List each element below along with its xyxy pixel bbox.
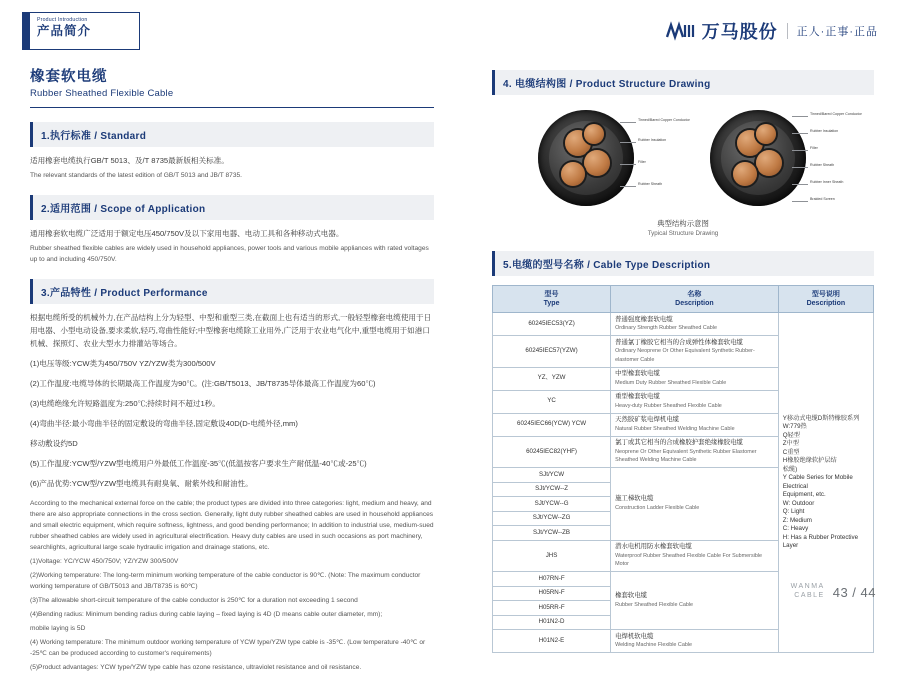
scope-en: Rubber sheathed flexible cables are widely used in household appliances, power tools and various mobile appliances with rated voltages up to and including 450/750V. bbox=[30, 245, 429, 263]
desc-cn: 普通强度橡套软电缆 bbox=[615, 315, 673, 323]
note-line: Q轻型 bbox=[782, 431, 800, 439]
desc-cn: 中型橡套软电缆 bbox=[615, 370, 660, 377]
desc-en: Neoprene Or Other Equivalent Synthetic Rubber Elastomer Sheathed Welding Machine Cable bbox=[615, 448, 757, 463]
cell-description bbox=[611, 436, 779, 468]
desc-cn: 氯丁或其它相当的合成橡胶护套绝缘橡胶电缆 bbox=[615, 439, 743, 446]
desc-cn: 潜水电机用防水橡套软电缆 bbox=[615, 543, 692, 550]
drawing-leader-line bbox=[792, 133, 808, 134]
conductor-core-icon bbox=[584, 124, 604, 144]
performance-en-5: mobile laying is 5D bbox=[30, 625, 86, 632]
conductor-core-icon bbox=[733, 162, 757, 186]
drawing-label: Rubber Sheath bbox=[638, 182, 663, 186]
performance-en-0: According to the mechanical external force on the cable; the product types are divided into three categories: light, medium and heavy, and there are also appropriate connections in the cross section. Generally, light duty rubber sheathed cables are used in household appliances and small electric equipment, which require softness, lightness, and good bending performance; In addition to industrial use, medium-sued rubber sheathed cables are widely used in agricultural electrification. Heavy duty cables are used in such occasions as port machinery, searchlights, agricultural large scale hydraulic irrigation and drainage stations, etc. bbox=[30, 500, 434, 551]
note-line: Equipment, etc. bbox=[782, 491, 826, 498]
cell-type: H05RR-F bbox=[493, 601, 611, 616]
table-header-row bbox=[493, 286, 874, 313]
drawing-label: Rubber Insulation bbox=[638, 138, 667, 142]
drawing-leader-line bbox=[620, 122, 636, 123]
section-body-performance-en bbox=[30, 498, 434, 673]
drawing-label: Filler bbox=[638, 160, 646, 164]
performance-cn-3: (3)电缆绝缘允许短路温度为:250℃;持续时间不超过1秒。 bbox=[30, 399, 220, 408]
note-line: Z: Medium bbox=[782, 516, 812, 524]
desc-en: Heavy-duty Rubber Sheathed Flexible Cable bbox=[615, 402, 722, 409]
cell-description bbox=[611, 468, 779, 541]
desc-en: Ordinary Neoprene Or Other Equivalent Synthetic Rubber-elastomer Cable bbox=[615, 348, 755, 363]
desc-en: Ordinary Strength Rubber Sheathed Cable bbox=[615, 325, 717, 331]
table-body bbox=[493, 313, 874, 653]
cell-type: YZ、YZW bbox=[493, 367, 611, 390]
col-header-note-cn: 型号说明 bbox=[811, 291, 840, 298]
section-heading-standard: 1.执行标准 / Standard bbox=[30, 122, 434, 147]
desc-en: Welding Machine Flexible Cable bbox=[615, 642, 693, 648]
page-title bbox=[30, 68, 434, 108]
brand-lockup bbox=[666, 18, 878, 44]
col-header-type bbox=[493, 286, 611, 313]
section-body-performance-cn bbox=[30, 311, 434, 490]
page-title-cn: 橡套软电缆 bbox=[30, 69, 108, 85]
col-header-name-en: Description bbox=[675, 300, 714, 307]
performance-cn-4: (4)弯曲半径:最小弯曲半径的固定敷设的弯曲半径,固定敷设40D(D-电缆外径,mm) bbox=[30, 419, 298, 428]
drawing-label: Rubber Sheath bbox=[810, 163, 835, 167]
cell-description bbox=[611, 313, 779, 336]
note-line: Y Cable Series for Mobile Electrical bbox=[782, 474, 853, 490]
drawing-leader-line bbox=[792, 116, 808, 117]
performance-en-2: (2)Working temperature: The long-term minimum working temperature of the cable conductor is 90℃. (Note: The maximum conductor working temperature of GB/T5013 and JB/T8735 is 60℃) bbox=[30, 572, 421, 590]
cell-type: SJt/YCW--G bbox=[493, 497, 611, 512]
drawing-caption-en: Typical Structure Drawing bbox=[647, 230, 719, 237]
note-line: Q: Light bbox=[782, 508, 805, 515]
desc-en: Construction Ladder Flexible Cable bbox=[615, 504, 700, 511]
conductor-core-icon bbox=[756, 124, 776, 144]
note-line: H: Has a Rubber Protective Layer bbox=[782, 533, 859, 549]
performance-en-3: (3)The allowable short-circuit temperature of the cable conductor is 250℃ for a duration not exceeding 1 second bbox=[30, 597, 358, 604]
note-line: W: Outdoor bbox=[782, 499, 815, 507]
col-header-type-cn: 型号 bbox=[544, 291, 559, 298]
cell-type: H07RN-F bbox=[493, 572, 611, 587]
note-line: 松缆) bbox=[782, 465, 798, 473]
cell-type: 60245IEC53(YZ) bbox=[493, 313, 611, 336]
cell-type: H01N2-D bbox=[493, 615, 611, 630]
footer-brand bbox=[791, 582, 825, 600]
conductor-core-icon bbox=[561, 162, 585, 186]
section-heading-structure-drawing: 4. 电缆结构图 / Product Structure Drawing bbox=[492, 70, 874, 95]
brand-divider bbox=[787, 23, 788, 39]
cell-type: H01N2-E bbox=[493, 630, 611, 653]
desc-en: Medium Duty Rubber Sheathed Flexible Cable bbox=[615, 379, 727, 386]
cell-type: H05RN-F bbox=[493, 586, 611, 601]
right-column bbox=[492, 62, 874, 653]
performance-cn-5: 移动敷设约5D bbox=[30, 439, 78, 448]
note-line: Y移动式电缆D斯特橡胶系列 bbox=[782, 414, 860, 422]
desc-cn: 橡套软电缆 bbox=[615, 592, 648, 599]
col-header-name bbox=[611, 286, 779, 313]
header-tag-en: Product Introduction bbox=[37, 17, 88, 23]
performance-en-7: (5)Product advantages: YCW type/YZW type cable has ozone resistance, ultraviolet resistance and oil resistance. bbox=[30, 664, 362, 671]
desc-en: Rubber Sheathed Flexible Cable bbox=[615, 601, 694, 608]
cell-type: 60245IEC82(YHF) bbox=[493, 436, 611, 468]
note-line: H橡胶绝缘软护层结 bbox=[782, 457, 837, 464]
conductor-core-icon bbox=[584, 150, 610, 176]
cell-type: SJt/YCW bbox=[493, 468, 611, 483]
drawing-leader-line bbox=[620, 164, 636, 165]
cell-description bbox=[611, 413, 779, 436]
desc-en: Waterproof Rubber Sheathed Flexible Cable For Submersible Motor bbox=[615, 552, 763, 567]
title-rule bbox=[30, 107, 434, 108]
drawing-caption-cn: 典型结构示意图 bbox=[657, 219, 709, 228]
performance-cn-2: (2)工作温度:电缆导体的长期最高工作温度为90℃。(注:GB/T5013、JB/T8735导体最高工作温度为60℃) bbox=[30, 379, 376, 388]
page-number: 43 / 44 bbox=[832, 585, 876, 600]
drawing-label: Tinned/Bared Copper Conductor bbox=[810, 112, 862, 116]
cell-description bbox=[611, 630, 779, 653]
header-tag-accent-bar bbox=[23, 13, 30, 49]
brand-name-cn: 万马股份 bbox=[701, 22, 778, 42]
cell-type: SJt/YCW--ZB bbox=[493, 526, 611, 541]
footer-brand-line1: WANMA bbox=[790, 583, 825, 590]
cell-type: 60245IEC66(YCW) YCW bbox=[493, 413, 611, 436]
desc-en: Natural Rubber Sheathed Welding Machine Cable bbox=[615, 425, 735, 432]
col-header-note-en: Description bbox=[806, 300, 846, 307]
col-header-note bbox=[778, 286, 873, 313]
drawing-label: Braided Screen bbox=[810, 197, 835, 201]
standard-en: The relevant standards of the latest edition of GB/T 5013 and JB/T 8735. bbox=[30, 172, 242, 179]
drawing-leader-line bbox=[792, 201, 808, 202]
conductor-core-icon bbox=[756, 150, 782, 176]
drawing-leader-line bbox=[620, 142, 636, 143]
cell-description bbox=[611, 390, 779, 413]
drawing-leader-line bbox=[792, 184, 808, 185]
note-line: Z中型 bbox=[782, 440, 799, 447]
performance-en-4: (4)Bending radius: Minimum bending radius during cable laying – fixed laying is 4D (D means cable outer diameter, mm); bbox=[30, 611, 383, 618]
cell-type-note bbox=[778, 313, 873, 653]
cell-type: JHS bbox=[493, 540, 611, 572]
drawing-leader-line bbox=[792, 150, 808, 151]
section-heading-cable-type: 5.电缆的型号名称 / Cable Type Description bbox=[492, 251, 874, 276]
drawing-label: Tinned/Bared Copper Conductor bbox=[638, 118, 690, 122]
page-title-en: Rubber Sheathed Flexible Cable bbox=[30, 88, 174, 99]
desc-cn: 重型橡套软电缆 bbox=[615, 393, 660, 400]
drawing-label: Rubber Inner Sheath bbox=[810, 180, 844, 184]
cell-type: SJt/YCW--Z bbox=[493, 482, 611, 497]
drawing-label: Rubber Insulation bbox=[810, 129, 839, 133]
cell-description bbox=[611, 336, 779, 368]
header-tag-text bbox=[30, 13, 139, 49]
col-header-type-en: Type bbox=[543, 300, 560, 307]
structure-drawing-area bbox=[492, 104, 874, 216]
section-body-scope bbox=[30, 227, 434, 265]
table-row bbox=[493, 313, 874, 336]
cable-cross-section-unscreened bbox=[516, 104, 696, 212]
section-heading-scope: 2.适用范围 / Scope of Application bbox=[30, 195, 434, 220]
desc-cn: 普通氯丁橡胶它相当的合成弹性体橡套软电缆 bbox=[615, 338, 743, 346]
left-column bbox=[30, 68, 434, 673]
wanma-logo-icon bbox=[666, 20, 696, 42]
footer-brand-line2: CABLE bbox=[794, 592, 825, 599]
drawing-leader-line bbox=[620, 186, 636, 187]
performance-en-6: (4) Working temperature: The minimum outdoor working temperature of YCW type/YZW type cable is -35℃. (Low temperature -40℃ or -25℃ can be produced according to customer's requirements) bbox=[30, 639, 426, 657]
cell-description bbox=[611, 540, 779, 572]
cell-description bbox=[611, 367, 779, 390]
performance-cn-1: (1)电压等级:YCW类为450/750V YZ/YZW类为300/500V bbox=[30, 359, 216, 368]
cell-type: YC bbox=[493, 390, 611, 413]
performance-cn-0: 根据电缆所受的机械外力,在产品结构上分为轻型、中型和重型三类,在截面上也有适当的形式,一般轻型橡套电缆使用于日用电器、小型电动设备,要求柔软,轻巧,弯曲性能好;中型橡套电缆除工业用外,广泛用于农业电气化中,重型电缆用于如港口机械、探照灯、农业大型水力排灌站等场合。 bbox=[30, 313, 432, 348]
note-line: C: Heavy bbox=[782, 525, 809, 532]
performance-en-1: (1)Voltage: YC/YCW 450/750V; YZ/YZW 300/500V bbox=[30, 558, 179, 565]
section-body-standard bbox=[30, 154, 434, 181]
cell-type: 60245IEC57(YZW) bbox=[493, 336, 611, 368]
cell-type: SJt/YCW--ZG bbox=[493, 511, 611, 526]
drawing-label: Filler bbox=[810, 146, 818, 150]
note-line: W:779热 bbox=[782, 423, 807, 430]
desc-cn: 天然胶矿浆电焊机电缆 bbox=[615, 416, 680, 423]
scope-cn: 通用橡套软电缆广泛适用于额定电压450/750V及以下家用电器、电动工具和各种移动式电器。 bbox=[30, 229, 344, 238]
brand-slogan: 正人·正事·正品 bbox=[796, 26, 878, 38]
standard-cn: 适用橡套电缆执行GB/T 5013、及/T 8735最新版相关标准。 bbox=[30, 156, 229, 165]
page-header bbox=[0, 0, 900, 62]
cable-cross-section-screened bbox=[688, 104, 868, 212]
desc-cn: 施工梯软电缆 bbox=[615, 495, 654, 503]
header-tag bbox=[22, 12, 140, 50]
note-line: C重型 bbox=[782, 448, 800, 456]
desc-cn: 电焊机软电缆 bbox=[615, 632, 654, 640]
page-footer bbox=[791, 582, 876, 600]
col-header-name-cn: 名称 bbox=[687, 291, 702, 298]
drawing-leader-line bbox=[792, 167, 808, 168]
section-heading-performance: 3.产品特性 / Product Performance bbox=[30, 279, 434, 304]
cell-description bbox=[611, 572, 779, 630]
performance-cn-6: (5)工作温度:YCW型/YZW型电缆用户外最低工作温度-35℃(低温按客户要求生产耐低温-40℃或-25℃) bbox=[30, 459, 367, 468]
performance-cn-7: (6)产品优势:YCW型/YZW型电缆具有耐臭氧、耐紫外线和耐油性。 bbox=[30, 479, 253, 488]
header-tag-cn: 产品简介 bbox=[37, 24, 92, 38]
